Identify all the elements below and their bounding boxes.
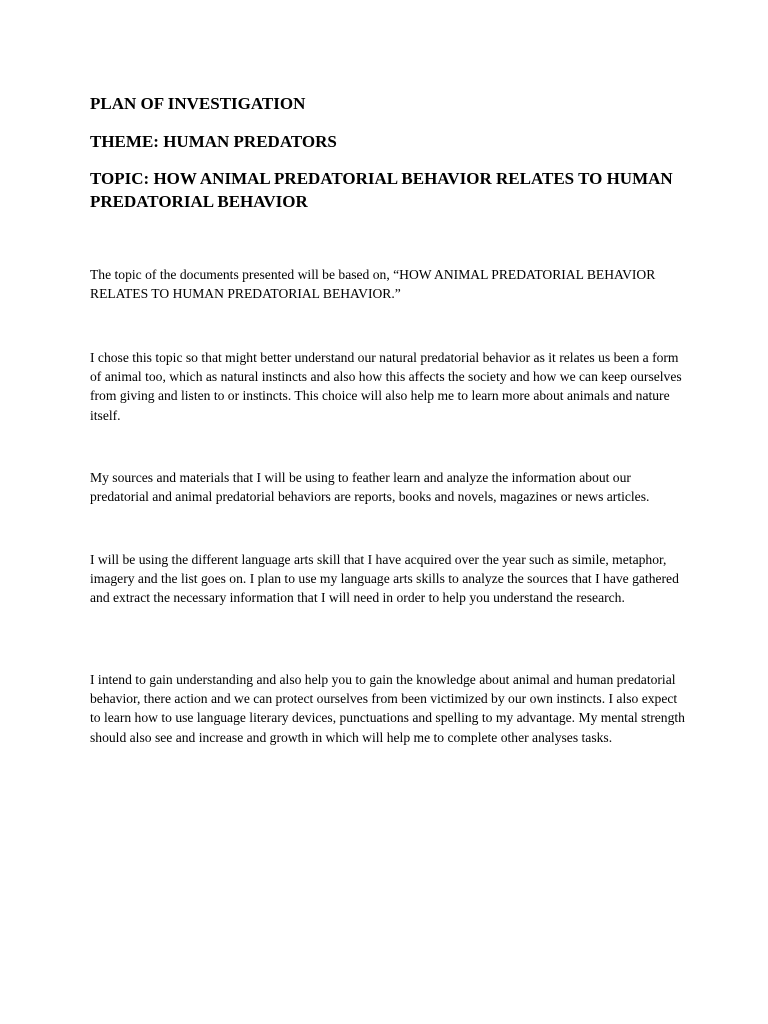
paragraph-topic-statement: The topic of the documents presented will be based on, “HOW ANIMAL PREDATORIAL BEHAVIOR RELATES TO HUMAN PREDATORIAL BEHAVIOR.” [90,267,656,302]
paragraph-skills: I will be using the different language arts skill that I have acquired over the year such as simile, metaphor, imagery and the list goes on. I plan to use my language arts skills to analyze the sources that I have gathered and extract the necessary information that I will need in order to help you understand the research. [90,552,679,606]
paragraph-goals: I intend to gain understanding and also help you to gain the knowledge about animal and human predatorial behavior, there action and we can protect ourselves from been victimized by our own instincts. I also expect to learn how to use language literary devices, punctuations and spelling to my advantage. My mental strength should also see and increase and growth in which will help me to complete other analyses tasks. [90,672,685,745]
paragraph-rationale: I chose this topic so that might better understand our natural predatorial behavior as it relates us been a form of animal too, which as natural instincts and also how this affects the society and how we can keep ourselves from giving and listen to or instincts. This choice will also help me to learn more about animals and nature itself. [90,350,682,423]
paragraph-sources: My sources and materials that I will be using to feather learn and analyze the information about our predatorial and animal predatorial behaviors are reports, books and novels, magazines or news articles. [90,470,650,505]
topic-heading: TOPIC: HOW ANIMAL PREDATORIAL BEHAVIOR RELATES TO HUMAN PREDATORIAL BEHAVIOR [90,169,673,211]
theme-heading: THEME: HUMAN PREDATORS [90,132,337,151]
document-title: PLAN OF INVESTIGATION [90,94,306,113]
